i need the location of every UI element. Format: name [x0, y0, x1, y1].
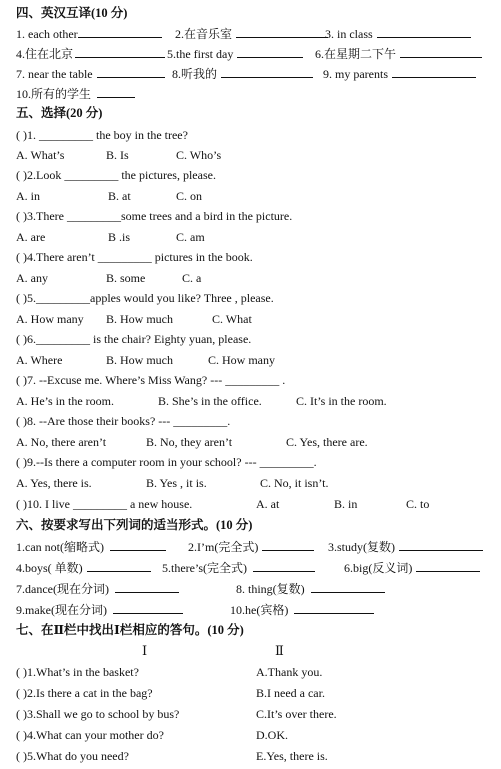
word-form-item-5: 5.there’s(完全式)	[162, 561, 247, 575]
answer-blank[interactable]	[392, 66, 476, 78]
answer-blank[interactable]	[253, 560, 315, 572]
translation-item-5: 5.the first day	[167, 47, 234, 61]
answer-blank[interactable]	[400, 46, 482, 58]
question-9-stem: ( )9.--Is there a computer room in your school? --- _________.	[16, 455, 317, 469]
option-b[interactable]: B. She’s in the office.	[158, 394, 262, 408]
option-c[interactable]: C. Yes, there are.	[286, 435, 368, 449]
answer-blank[interactable]	[294, 602, 374, 614]
matching-answer: B.I need a car.	[256, 686, 325, 700]
option-b[interactable]: B. Is	[106, 148, 129, 162]
option-b[interactable]: B. Yes , it is.	[146, 476, 207, 490]
option-b[interactable]: B. some	[106, 271, 146, 285]
answer-blank[interactable]	[237, 46, 303, 58]
question-2-stem: ( )2.Look _________ the pictures, please.	[16, 168, 216, 182]
matching-answer: D.OK.	[256, 728, 288, 742]
option-a[interactable]: A. No, there aren’t	[16, 435, 107, 449]
translation-item-6: 6.在星期二下午	[315, 47, 397, 61]
answer-blank[interactable]	[416, 560, 480, 572]
word-form-item-3: 3.study(复数)	[328, 540, 395, 554]
option-b[interactable]: B. at	[108, 189, 131, 203]
question-10-stem: ( )10. I live _________ a new house.	[16, 497, 193, 511]
option-b[interactable]: B. How much	[106, 312, 173, 326]
matching-question: ( )5.What do you need?	[16, 749, 129, 763]
question-4-stem: ( )4.There aren’t _________ pictures in the book.	[16, 250, 253, 264]
matching-question: ( )3.Shall we go to school by bus?	[16, 707, 180, 721]
matching-question: ( )1.What’s in the basket?	[16, 665, 139, 679]
section-4-title: 四、英汉互译(10 分)	[16, 6, 128, 20]
translation-item-10: 10.所有的学生	[16, 87, 92, 101]
translation-item-8: 8.听我的	[172, 67, 218, 81]
matching-question: ( )2.Is there a cat in the bag?	[16, 686, 153, 700]
option-c[interactable]: C. It’s in the room.	[296, 394, 387, 408]
answer-blank[interactable]	[115, 581, 179, 593]
word-form-item-7: 7.dance(现在分词)	[16, 582, 109, 596]
answer-blank[interactable]	[113, 602, 183, 614]
matching-answer: C.It’s over there.	[256, 707, 337, 721]
answer-blank[interactable]	[399, 539, 483, 551]
answer-blank[interactable]	[377, 26, 471, 38]
answer-blank[interactable]	[97, 66, 165, 78]
option-c[interactable]: C. How many	[208, 353, 275, 367]
answer-blank[interactable]	[110, 539, 166, 551]
word-form-item-9: 9.make(现在分词)	[16, 603, 107, 617]
option-c[interactable]: C. am	[176, 230, 205, 244]
option-a[interactable]: A. in	[16, 189, 40, 203]
option-c[interactable]: C. Who’s	[176, 148, 222, 162]
word-form-item-10: 10.he(宾格)	[230, 603, 289, 617]
option-b[interactable]: B .is	[108, 230, 131, 244]
option-c[interactable]: C. on	[176, 189, 203, 203]
section-5-title: 五、选择(20 分)	[16, 106, 103, 120]
translation-item-9: 9. my parents	[323, 67, 388, 81]
option-a[interactable]: A. He’s in the room.	[16, 394, 114, 408]
answer-blank[interactable]	[97, 86, 135, 98]
option-a[interactable]: A. are	[16, 230, 46, 244]
option-a[interactable]: A. What’s	[16, 148, 65, 162]
option-a[interactable]: A. How many	[16, 312, 84, 326]
option-c[interactable]: C. No, it isn’t.	[260, 476, 329, 490]
answer-blank[interactable]	[75, 46, 165, 58]
translation-item-4: 4.住在北京	[16, 47, 74, 61]
word-form-item-2: 2.I’m(完全式)	[188, 540, 259, 554]
option-b[interactable]: B. How much	[106, 353, 173, 367]
translation-item-3: 3. in class	[325, 27, 373, 41]
option-a[interactable]: A. Where	[16, 353, 63, 367]
matching-answer: A.Thank you.	[256, 665, 323, 679]
answer-blank[interactable]	[236, 26, 328, 38]
question-5-stem: ( )5._________apples would you like? Three , please.	[16, 291, 274, 305]
option-b[interactable]: B. in	[334, 497, 358, 511]
word-form-item-4: 4.boys( 单数)	[16, 561, 83, 575]
answer-blank[interactable]	[221, 66, 313, 78]
section-6-title: 六、按要求写出下列词的适当形式。(10 分)	[16, 518, 253, 532]
option-a[interactable]: A. any	[16, 271, 48, 285]
answer-blank[interactable]	[262, 539, 314, 551]
word-form-item-6: 6.big(反义词)	[344, 561, 413, 575]
translation-item-1: 1. each other	[16, 27, 78, 41]
question-7-stem: ( )7. --Excuse me. Where’s Miss Wang? --- _________ .	[16, 373, 286, 387]
option-b[interactable]: B. No, they aren’t	[146, 435, 233, 449]
column-1-header: Ⅰ	[142, 643, 148, 658]
question-8-stem: ( )8. --Are those their books? --- _________.	[16, 414, 231, 428]
answer-blank[interactable]	[311, 581, 385, 593]
answer-blank[interactable]	[87, 560, 151, 572]
section-7-title: 七、在Ⅱ栏中找出Ⅰ栏相应的答句。(10 分)	[16, 623, 244, 637]
translation-item-7: 7. near the table	[16, 67, 93, 81]
matching-question: ( )4.What can your mother do?	[16, 728, 164, 742]
translation-item-2: 2.在音乐室	[175, 27, 233, 41]
answer-blank[interactable]	[78, 26, 162, 38]
question-6-stem: ( )6._________ is the chair? Eighty yuan, please.	[16, 332, 252, 346]
word-form-item-8: 8. thing(复数)	[236, 582, 305, 596]
matching-answer: E.Yes, there is.	[256, 749, 328, 763]
column-2-header: Ⅱ	[275, 643, 284, 658]
word-form-item-1: 1.can not(缩略式)	[16, 540, 104, 554]
option-a[interactable]: A. at	[256, 497, 280, 511]
option-a[interactable]: A. Yes, there is.	[16, 476, 92, 490]
question-3-stem: ( )3.There _________some trees and a bird in the picture.	[16, 209, 293, 223]
question-1-stem: ( )1. _________ the boy in the tree?	[16, 128, 188, 142]
option-c[interactable]: C. a	[182, 271, 202, 285]
option-c[interactable]: C. to	[406, 497, 430, 511]
option-c[interactable]: C. What	[212, 312, 252, 326]
